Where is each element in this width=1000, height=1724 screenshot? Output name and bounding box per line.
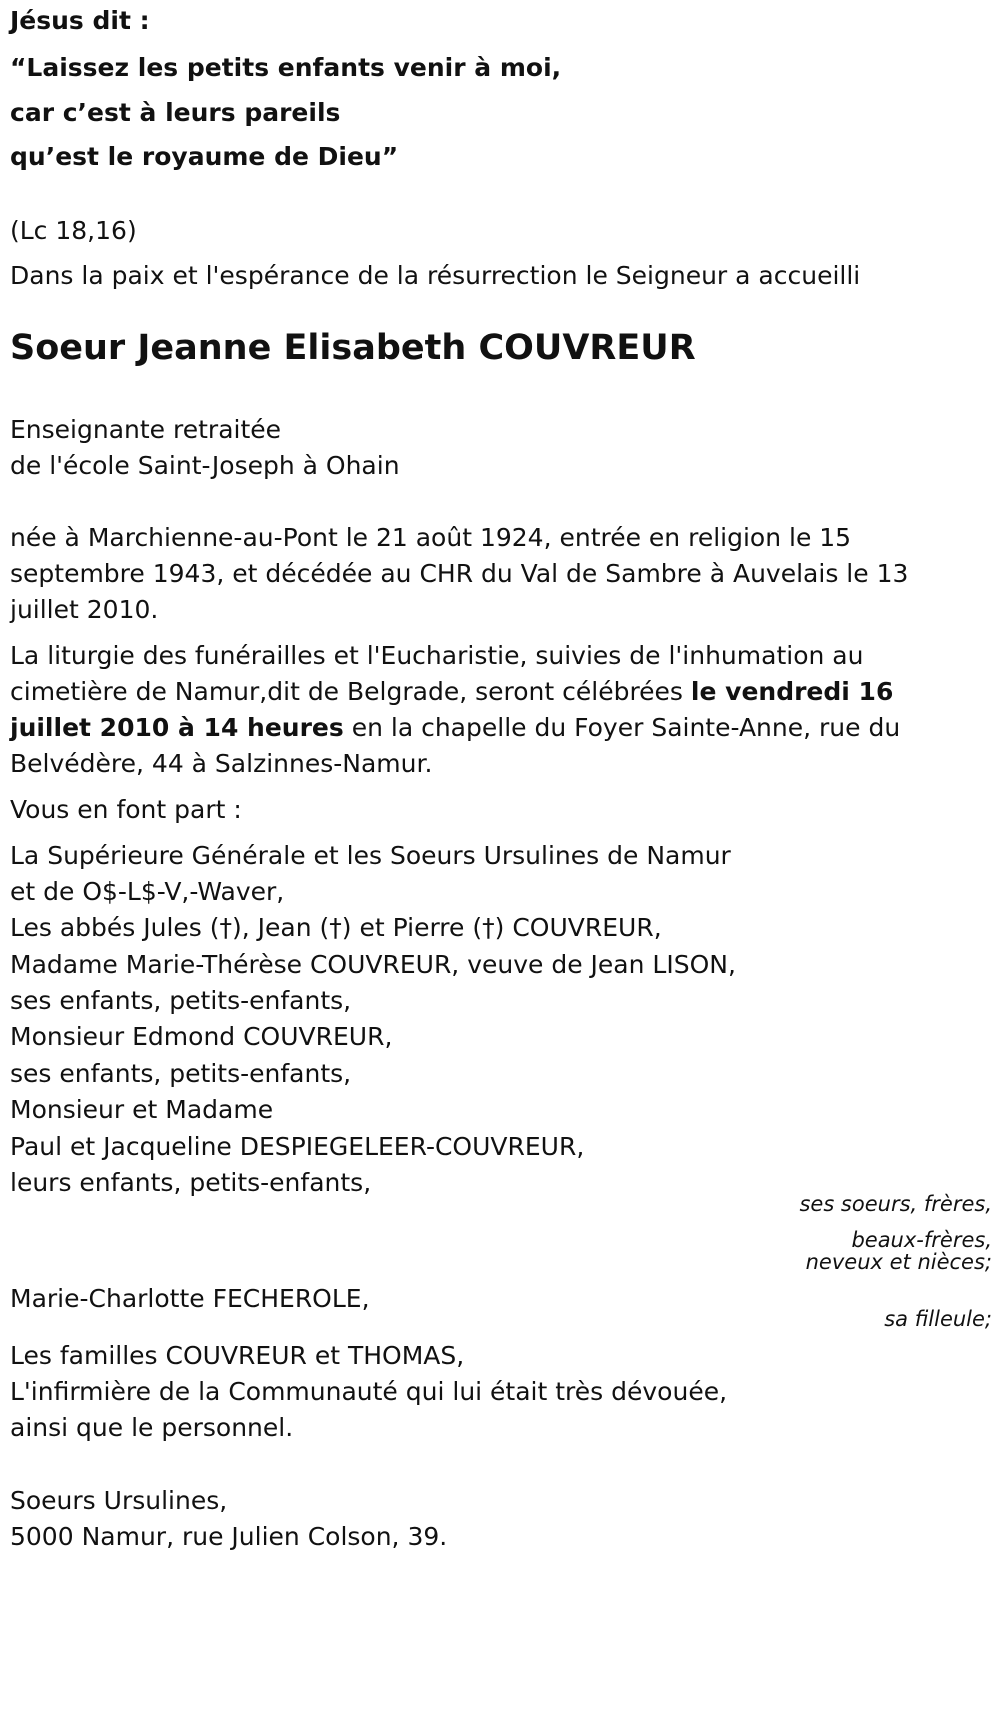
other-mention: L'infirmière de la Communauté qui lui était très dévouée, [10,1377,728,1406]
relation-siblings-line-1: ses soeurs, frères, [799,1192,992,1216]
funeral-text-before: La liturgie des funérailles et l'Eucharistie, suivies de l'inhumation au cimetière de Namur,dit de Belgrade, seront célébrées [10,641,864,706]
deceased-name: Soeur Jeanne Elisabeth COUVREUR [10,328,696,368]
family-line: Madame Marie-Thérèse COUVREUR, veuve de Jean LISON, [10,950,736,979]
profession-line-2: de l'école Saint-Joseph à Ohain [10,451,400,480]
goddaughter-name: Marie-Charlotte FECHEROLE, [10,1284,370,1313]
announcement-text: Dans la paix et l'espérance de la résurrection le Seigneur a accueilli [10,261,861,290]
family-line: Monsieur Edmond COUVREUR, [10,1022,393,1051]
relation-goddaughter: sa filleule; [884,1307,992,1331]
quote-line-2: car c’est à leurs pareils [10,98,341,127]
announcers-intro: Vous en font part : [10,795,242,824]
family-line: La Supérieure Générale et les Soeurs Ursulines de Namur [10,841,731,870]
funeral-text-after: en la chapelle du Foyer Sainte-Anne, rue du Belvédère, 44 à Salzinnes-Namur. [10,713,901,778]
family-line: ses enfants, petits-enfants, [10,986,352,1015]
scripture-reference: (Lc 18,16) [10,216,137,245]
other-mention: ainsi que le personnel. [10,1413,294,1442]
funeral-date-time: le vendredi 16 juillet 2010 à 14 heures [10,677,894,742]
family-line: Monsieur et Madame [10,1095,274,1124]
relation-siblings-line-3: neveux et nièces; [805,1250,992,1274]
biography-paragraph: née à Marchienne-au-Pont le 21 août 1924, entrée en religion le 15 septembre 1943, et décédée au CHR du Val de Sambre à Auvelais le 13 juillet 2010. [10,523,909,624]
address-line-2: 5000 Namur, rue Julien Colson, 39. [10,1522,448,1551]
other-mention: Les familles COUVREUR et THOMAS, [10,1341,465,1370]
profession-line-1: Enseignante retraitée [10,415,282,444]
funeral-paragraph [10,638,970,782]
family-line: ses enfants, petits-enfants, [10,1059,352,1088]
family-line: et de O$-L$-V,-Waver, [10,877,285,906]
address-line-1: Soeurs Ursulines, [10,1486,228,1515]
family-line: Paul et Jacqueline DESPIEGELEER-COUVREUR, [10,1132,585,1161]
family-line: Les abbés Jules (†), Jean (†) et Pierre (†) COUVREUR, [10,913,662,942]
quote-line-3: qu’est le royaume de Dieu” [10,142,399,171]
quote-line-1: “Laissez les petits enfants venir à moi, [10,53,562,82]
quote-intro: Jésus dit : [10,6,150,35]
family-line: leurs enfants, petits-enfants, [10,1168,372,1197]
relation-siblings-line-2: beaux-frères, [851,1228,992,1252]
